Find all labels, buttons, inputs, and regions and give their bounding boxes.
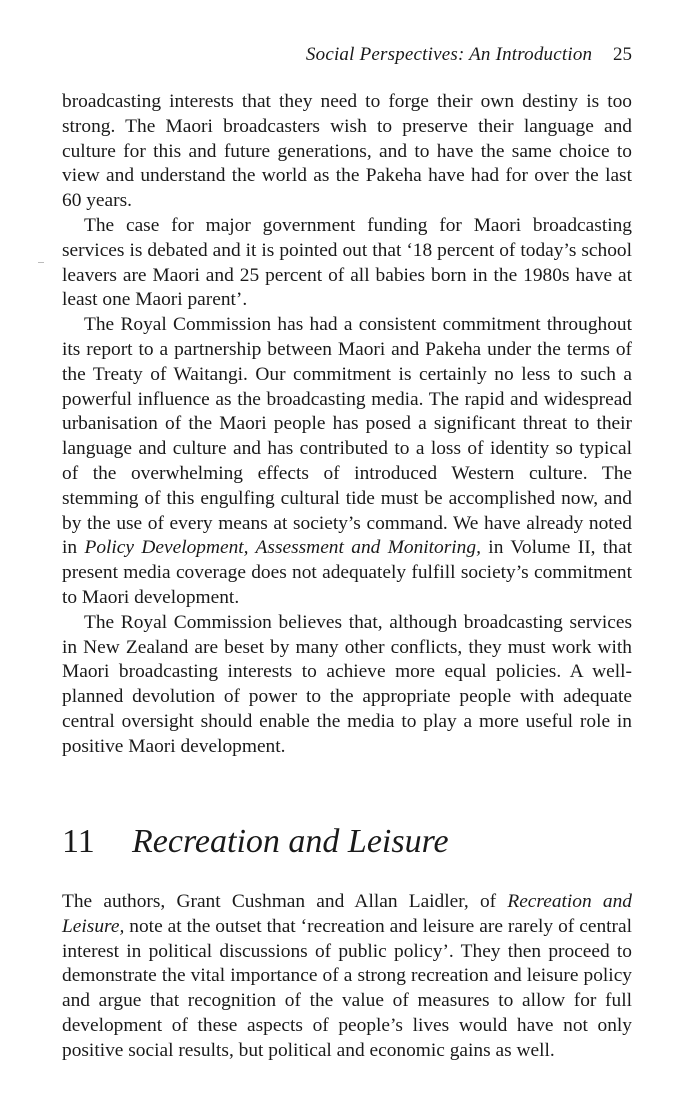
running-head-title: Social Perspectives: An Introduction [305,44,593,65]
body-text-block [62,90,632,760]
paragraph: The Royal Commission believes that, although broadcasting services in New Zealand are beset by many other conflicts, they must work with Maori broadcasting interests to achieve more equal policies. A well-planned devolution of power to the appropriate people with adequate central oversight should enable the media to play a more useful role in positive Maori development. [62,611,632,757]
paragraph-text: The authors, Grant Cushman and Allan Laidler, of [62,891,508,912]
section-body-text [62,890,632,1064]
cited-title: Recreation and Leisure, [62,891,632,937]
paragraph [62,890,632,1064]
paragraph-text: note at the outset that ‘recreation and leisure are rarely of central interest in political discussions of public policy’. They then proceed to demonstrate the vital importance of a strong recreation and leisure policy and argue that recognition of the value of measures to allow for full development of these aspects of people’s lives would have not only positive social results, but political and economic gains as well. [62,915,632,1061]
page-number: 25 [613,44,632,65]
section-title: Recreation and Leisure [132,823,449,860]
paragraph: broadcasting interests that they need to forge their own destiny is too strong. The Maori broadcasters wish to preserve their language and culture for this and future generations, and to have the same choice to view and understand the world as the Pakeha have had for over the last 60 years. [62,91,632,212]
section-number: 11 [62,823,95,860]
paragraph [62,313,632,611]
running-head [306,44,632,66]
paragraph-text: in Volume II, that present media coverage does not adequately fulfill society’s commitment to Maori development. [62,537,632,608]
paragraph-text: The Royal Commission has had a consistent commitment throughout its report to a partnership between Maori and Pakeha under the terms of the Treaty of Waitangi. Our commitment is certainly no less to such a powerful influence as the broadcasting media. The rapid and widespread urbanisation of the Maori people has posed a significant threat to their language and culture and has contributed to a loss of identity so typical of the overwhelming effects of introduced Western culture. The stemming of this engulfing cultural tide must be accomplished now, and by the use of every means at society’s command. We have already noted in [62,314,632,559]
cited-title: Policy Development, Assessment and Monitoring, [84,537,481,559]
margin-mark [38,262,44,263]
paragraph: The case for major government funding for Maori broadcasting services is debated and it is pointed out that ‘18 percent of today’s school leavers are Maori and 25 percent of all babies born in the 1980s have at least one Maori parent’. [62,214,632,311]
section-heading [62,823,449,861]
